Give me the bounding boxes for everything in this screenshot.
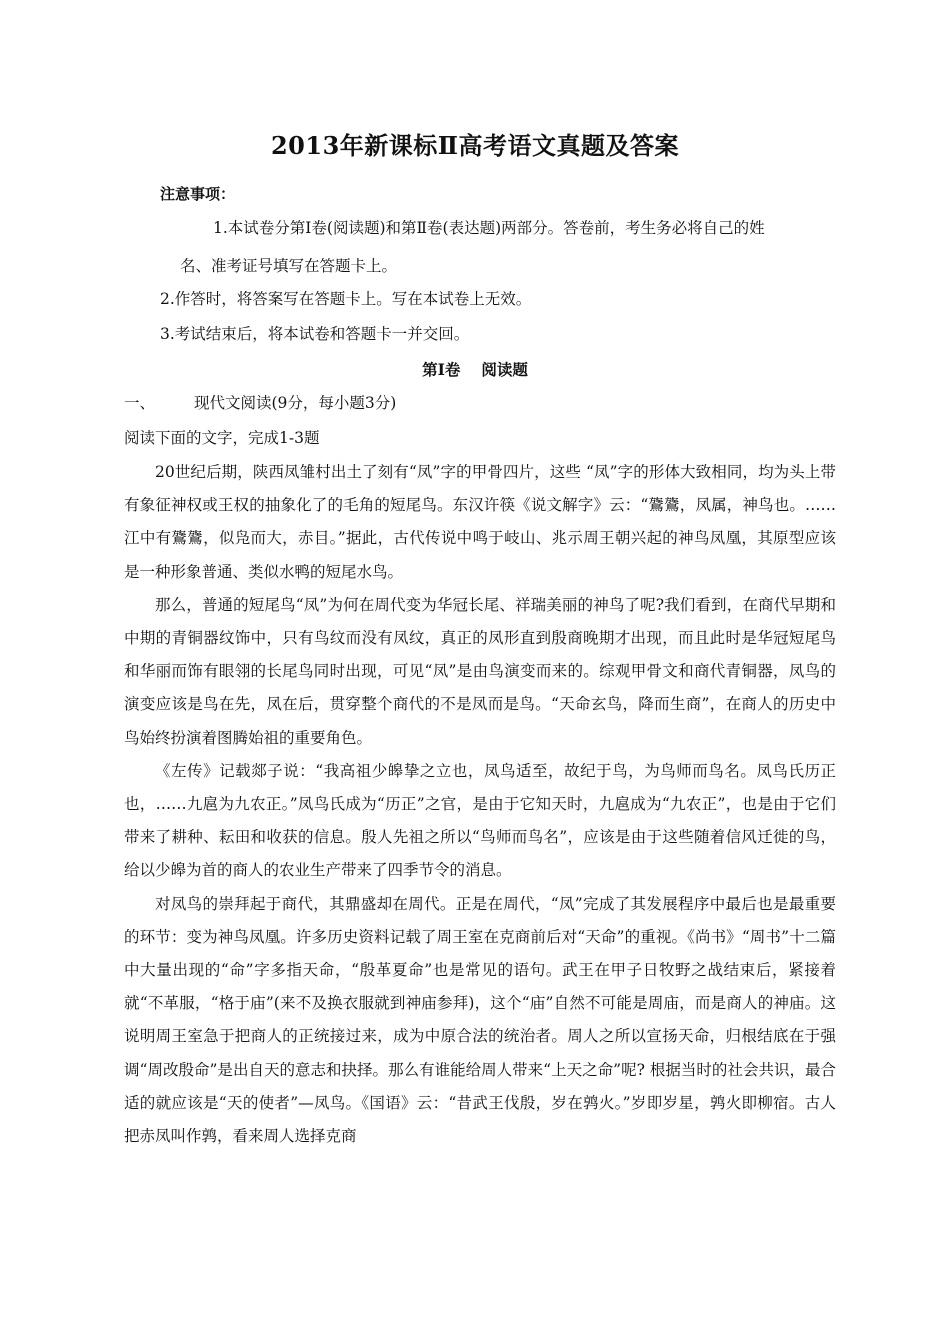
reading-instruction: 阅读下面的文字，完成1-3题	[124, 429, 320, 447]
part-title: 现代文阅读(9分，每小题3分)	[194, 394, 397, 412]
notice-item-3: 3.考试结束后，将本试卷和答题卡一并交回。	[160, 325, 470, 343]
part-number: 一、	[124, 394, 156, 412]
notice-heading: 注意事项：	[160, 185, 236, 203]
notice-item-1-line-2: 名、准考证号填写在答题卡上。	[180, 257, 398, 275]
passage-paragraph-4: 对凤鸟的崇拜起于商代，其鼎盛却在周代。正是在周代，“凤”完成了其发展程序中最后也是最重要的环节：变为神鸟凤凰。许多历史资料记载了周王室在克商前后对“天命”的重视。《尚书》“周书”十二篇中大量出现的“命”字多指天命，“殷革夏命”也是常见的语句。武王在甲子日牧野之战结束后，紧接着就“不革服，“格于庙”(来不及换衣服就到神庙参拜)，这个“庙”自然不可能是周庙，而是商人的神庙。这说明周王室急于把商人的正统接过来，成为中原合法的统治者。周人之所以宣扬天命，归根结底在于强调“周改殷命”是出自天的意志和抉择。那么有谁能给周人带来“上天之命”呢? 根据当时的社会共识，最合适的就应该是“天的使者”—凤鸟。《国语》云：“昔武王伐殷，岁在鹑火。”岁即岁星，鹑火即柳宿。古人把赤凤叫作鹑，看来周人选择克商	[124, 894, 836, 1146]
passage	[124, 456, 836, 1153]
section-title: 第Ⅰ卷 阅读题	[422, 360, 528, 379]
notice-item-1-line-1: 1.本试卷分第Ⅰ卷(阅读题)和第Ⅱ卷(表达题)两部分。答卷前，考生务必将自己的姓	[213, 219, 765, 237]
passage-paragraph-1: 20世纪后期，陕西凤雏村出土了刻有“凤”字的甲骨四片，这些 “凤”字的形体大致相同，均为头上带有象征神权或王权的抽象化了的毛角的短尾鸟。东汉许筷《说文解字》云：“鷟鷟，凤属，神鸟也。……江中有鷟鷟，似凫而大，赤目。”据此，古代传说中鸣于岐山、兆示周王朝兴起的神鸟凤凰，其原型应该是一种形象普通、类似水鸭的短尾水鸟。	[124, 463, 836, 581]
passage-paragraph-2: 那么，普通的短尾鸟“凤”为何在周代变为华冠长尾、祥瑞美丽的神鸟了呢?我们看到，在商代早期和中期的青铜器纹饰中，只有鸟纹而没有凤纹，真正的凤形直到殷商晚期才出现，而且此时是华冠短尾鸟和华丽而饰有眼翎的长尾鸟同时出现，可见“凤”是由鸟演变而来的。综观甲骨文和商代青铜器，凤鸟的演变应该是鸟在先，凤在后，贯穿整个商代的不是凤而是鸟。“天命玄鸟，降而生商”，在商人的历史中鸟始终扮演着图腾始祖的重要角色。	[124, 595, 836, 747]
passage-paragraph-3: 《左传》记载郯子说：“我高祖少皞挚之立也，凤鸟适至，故纪于鸟，为鸟师而鸟名。凤鸟氏历正也，……九扈为九农正。”凤鸟氏成为“历正”之官，是由于它知天时，九扈成为“九农正”，也是由于它们带来了耕种、耘田和收获的信息。殷人先祖之所以“鸟师而鸟名”，应该是由于这些随着信风迁徙的鸟，给以少皞为首的商人的农业生产带来了四季节令的消息。	[124, 761, 836, 880]
document-title: 2013年新课标Ⅱ高考语文真题及答案	[270, 131, 680, 160]
notice-item-2: 2.作答时，将答案写在答题卡上。写在本试卷上无效。	[160, 290, 532, 308]
